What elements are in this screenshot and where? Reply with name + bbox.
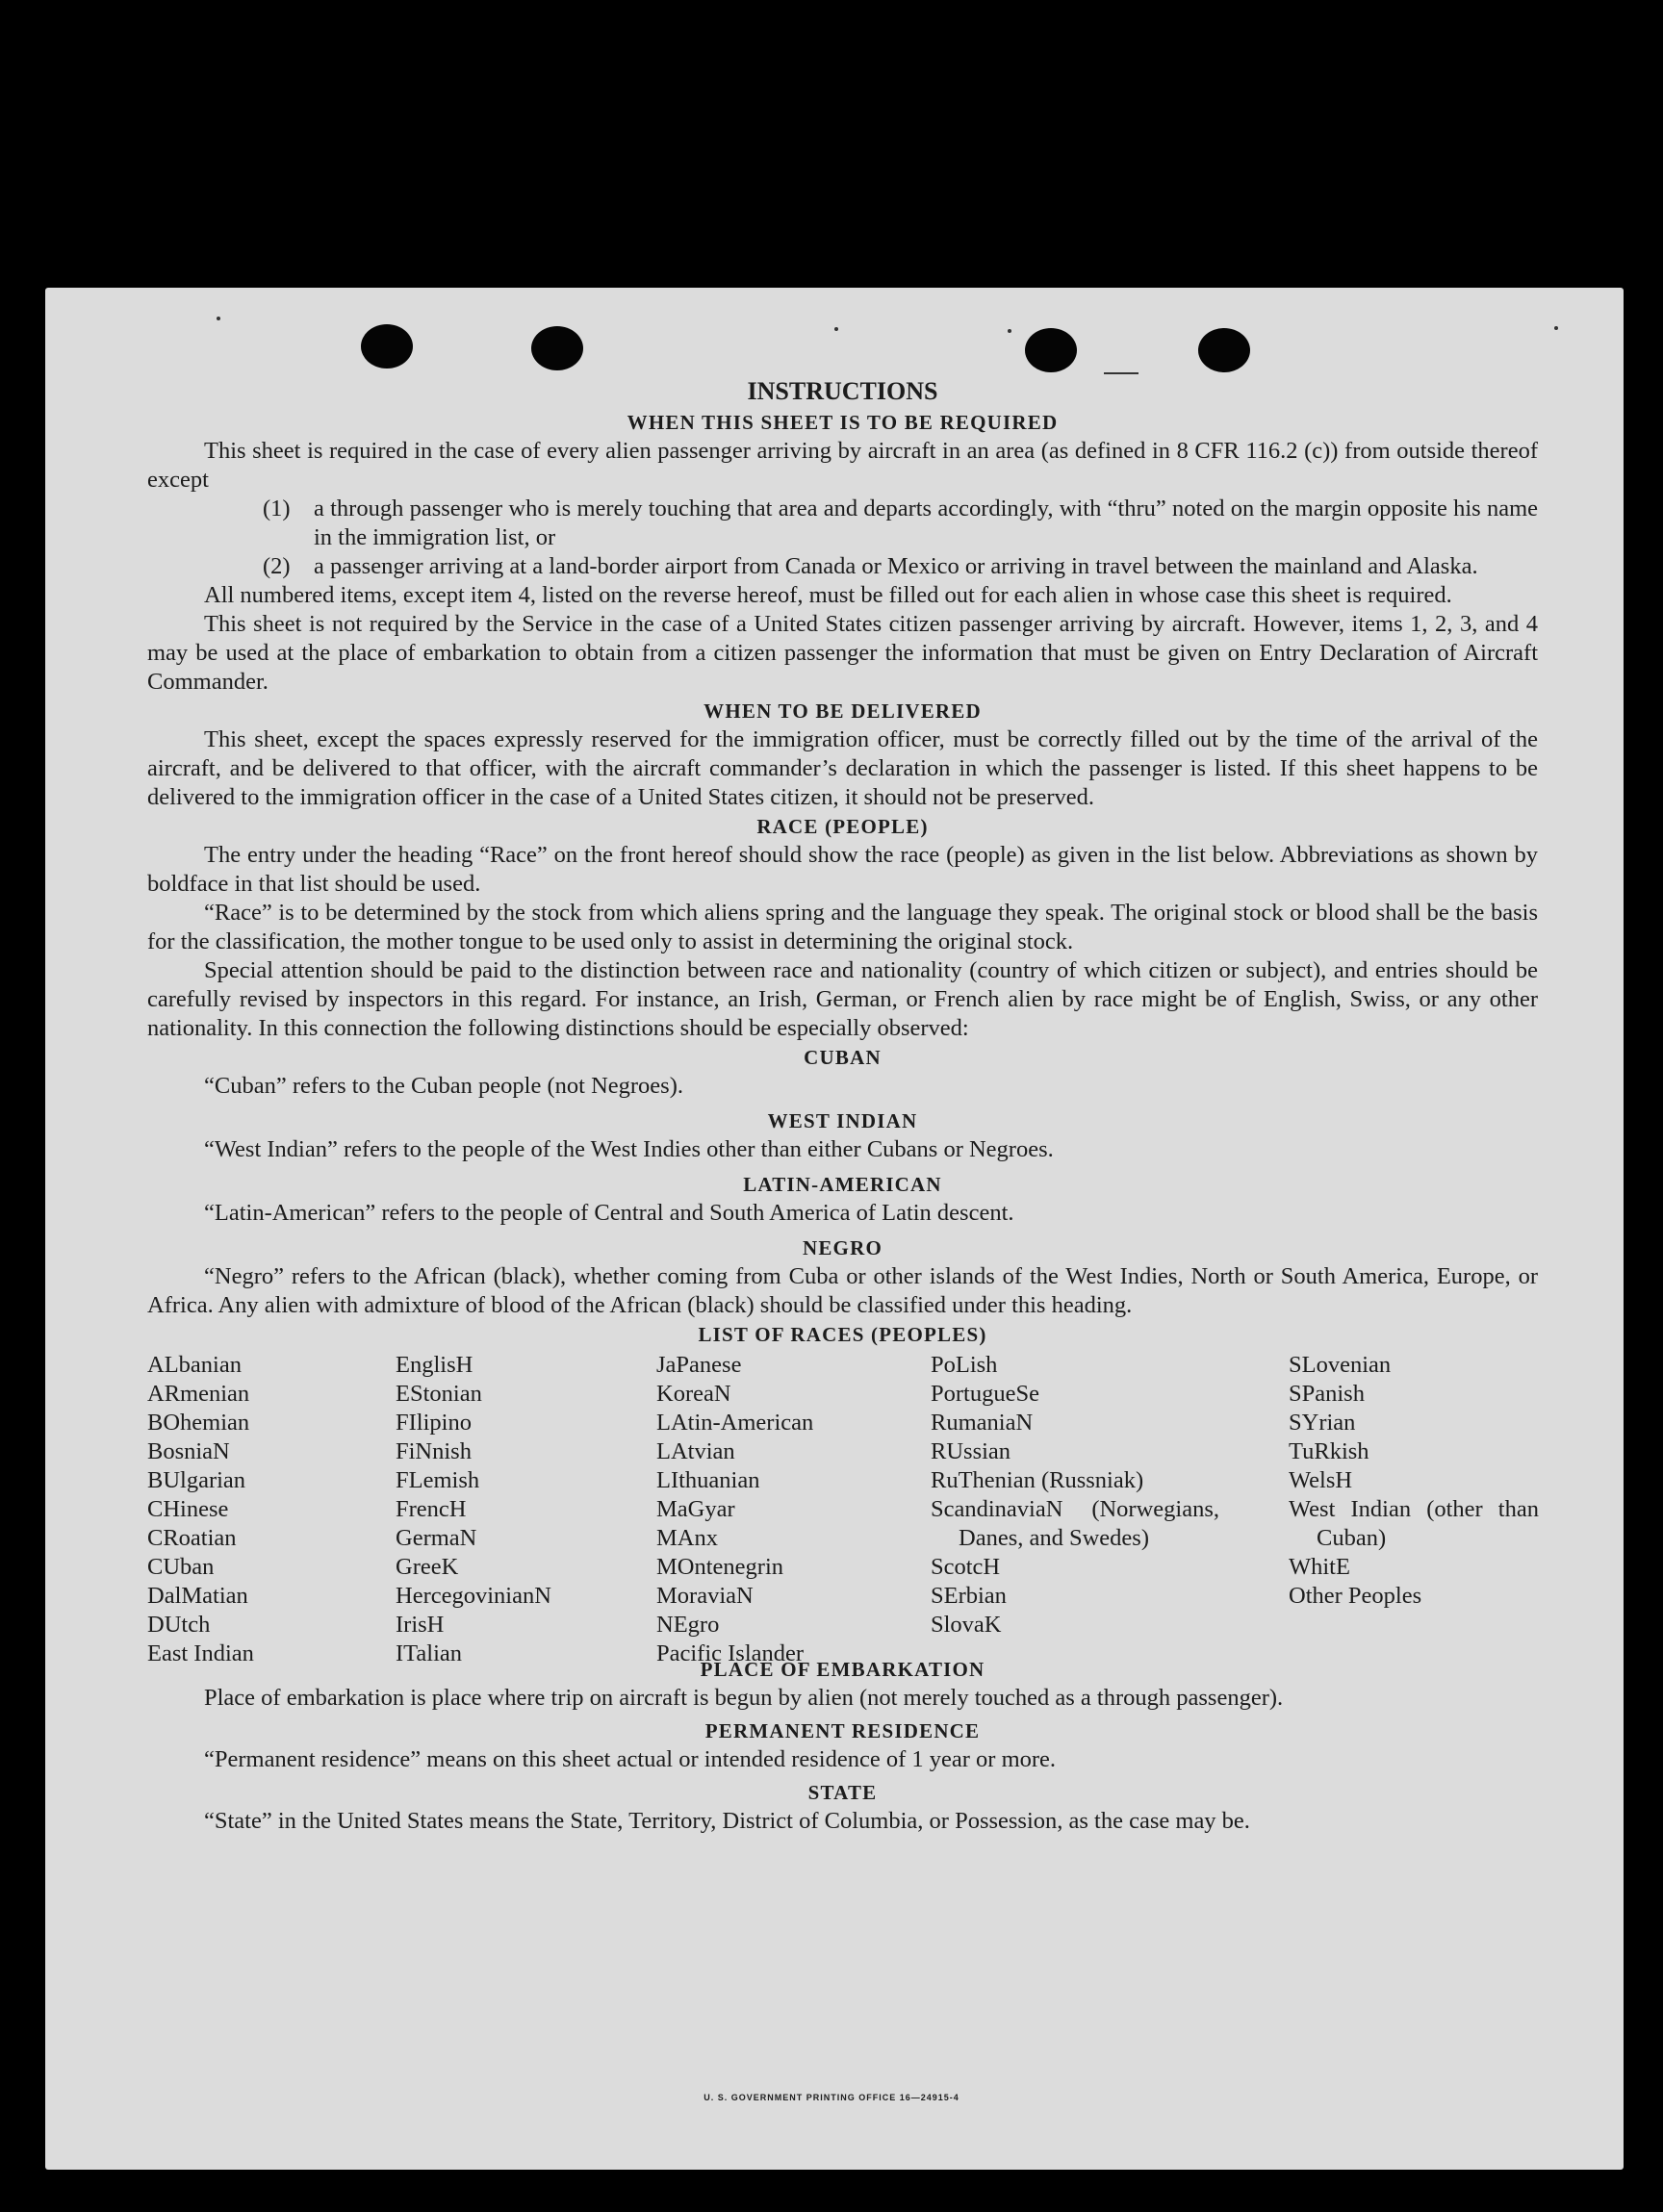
race-entry: MoraviaN [656, 1583, 754, 1609]
race-column [147, 1351, 254, 1668]
race-entry: ITalian [396, 1640, 463, 1666]
numbered-item [147, 495, 1538, 552]
race-entry: ALbanian [147, 1352, 242, 1378]
race-entry: SlovaK [931, 1612, 1002, 1638]
race-entry: BOhemian [147, 1410, 250, 1436]
race-entry: NEgro [656, 1612, 720, 1638]
race-entry: East Indian [147, 1640, 254, 1666]
race-entry: LAtvian [656, 1438, 735, 1464]
item-text: a through passenger who is merely touching that area and departs accordingly, with “thru” noted on the margin opposite his name in the immigration list, or [314, 496, 1538, 550]
race-entry: MAnx [656, 1525, 718, 1551]
race-entry: SLovenian [1289, 1352, 1392, 1378]
race-entry: MOntenegrin [656, 1554, 783, 1580]
paragraph: This sheet is not required by the Service in the case of a United States citizen passenger arriving by aircraft. However, items 1, 2, 3, and 4 may be used at the place of embarkation to obtain from a citizen passenger the information that must be given on Entry Declaration of Aircraft Commander. [147, 611, 1538, 695]
instructions-content [147, 375, 1538, 1836]
paragraph: The entry under the heading “Race” on the front hereof should show the race (people) as given in the list below. Abbreviations as shown by boldface in that list should be used. [147, 842, 1538, 897]
race-entry: FLemish [396, 1467, 480, 1493]
race-entry: DalMatian [147, 1583, 248, 1609]
race-entry: SErbian [931, 1583, 1007, 1609]
section-heading: PERMANENT RESIDENCE [704, 1719, 981, 1742]
item-number: (1) [263, 496, 291, 521]
section-heading: STATE [807, 1781, 878, 1804]
paragraph: “State” in the United States means the State, Territory, District of Columbia, or Possession, as the case may be. [204, 1808, 1250, 1834]
section-heading: WHEN THIS SHEET IS TO BE REQUIRED [627, 411, 1059, 434]
paragraph: “Cuban” refers to the Cuban people (not Negroes). [204, 1073, 683, 1099]
page-title: INSTRUCTIONS [747, 377, 938, 405]
race-entry: EnglisH [396, 1352, 473, 1378]
speck [1104, 372, 1139, 374]
speck [1554, 326, 1558, 330]
race-entry: MaGyar [656, 1496, 735, 1522]
speck [217, 317, 220, 320]
paragraph: All numbered items, except item 4, listed on the reverse hereof, must be filled out for each alien in whose case this sheet is required. [204, 582, 1452, 608]
race-entry: TuRkish [1289, 1438, 1369, 1464]
race-entry: ScotcH [931, 1554, 1001, 1580]
race-entry: JaPanese [656, 1352, 742, 1378]
race-column [396, 1351, 551, 1668]
section-heading: WEST INDIAN [767, 1109, 918, 1132]
race-entry: LAtin-American [656, 1410, 814, 1436]
race-entry: Other Peoples [1289, 1583, 1422, 1609]
paragraph: “West Indian” refers to the people of the West Indies other than either Cubans or Negroes. [204, 1136, 1054, 1162]
speck [1008, 329, 1011, 333]
race-column [656, 1351, 813, 1668]
race-entry: CRoatian [147, 1525, 237, 1551]
section-heading: LATIN-AMERICAN [743, 1173, 942, 1196]
race-entry: GreeK [396, 1554, 459, 1580]
paragraph: “Latin-American” refers to the people of Central and South America of Latin descent. [204, 1200, 1014, 1226]
race-column [1289, 1351, 1539, 1611]
race-entry: RUssian [931, 1438, 1011, 1464]
race-entry: RumaniaN [931, 1410, 1034, 1436]
numbered-item [147, 552, 1538, 581]
item-number: (2) [263, 553, 291, 579]
paragraph: “Permanent residence” means on this sheet actual or intended residence of 1 year or more. [204, 1746, 1057, 1772]
race-entry: KoreaN [656, 1381, 731, 1407]
item-text: a passenger arriving at a land-border airport from Canada or Mexico or arriving in travel between the mainland and Alaska. [314, 553, 1478, 579]
race-entry: SPanish [1289, 1381, 1365, 1407]
race-entry: BosniaN [147, 1438, 230, 1464]
race-entry: FiNnish [396, 1438, 472, 1464]
race-list [147, 1351, 1539, 1666]
printer-imprint: U. S. GOVERNMENT PRINTING OFFICE 16—24915-4 [704, 2093, 959, 2102]
race-entry: CUban [147, 1554, 215, 1580]
punch-hole [531, 326, 583, 370]
section-heading: RACE (PEOPLE) [756, 815, 929, 838]
section-heading: NEGRO [802, 1236, 883, 1259]
race-entry: WhitE [1289, 1554, 1350, 1580]
section-heading: CUBAN [804, 1046, 882, 1069]
paragraph: “Race” is to be determined by the stock from which aliens spring and the language they speak. The original stock or blood shall be the basis for the classification, the mother tongue to be used only to assist in determining the original stock. [147, 900, 1538, 954]
race-entry: LIthuanian [656, 1467, 760, 1493]
punch-hole [1198, 328, 1250, 372]
paragraph: Special attention should be paid to the distinction between race and nationality (country of which citizen or subject), and entries should be carefully revised by inspectors in this regard. For instance, an Irish, German, or French alien by race might be of English, Swiss, or any other nationality. In this connection the following distinctions should be especially observed: [147, 957, 1538, 1041]
race-entry: EStonian [396, 1381, 482, 1407]
speck [834, 327, 838, 331]
race-entry: HercegovinianN [396, 1583, 551, 1609]
punch-hole [361, 324, 413, 369]
race-entry: CHinese [147, 1496, 229, 1522]
race-entry: ARmenian [147, 1381, 250, 1407]
race-entry: FIlipino [396, 1410, 472, 1436]
race-entry: Pacific Islander [656, 1640, 805, 1666]
race-entry: PortugueSe [931, 1381, 1039, 1407]
punch-hole [1025, 328, 1077, 372]
race-entry: West Indian (other than Cuban) [1289, 1496, 1539, 1551]
paragraph: Place of embarkation is place where trip on aircraft is begun by alien (not merely touched as a through passenger). [204, 1685, 1284, 1711]
race-entry: PoLish [931, 1352, 998, 1378]
paragraph: “Negro” refers to the African (black), whether coming from Cuba or other islands of the West Indies, North or South America, Europe, or Africa. Any alien with admixture of blood of the African (black) should be classified under this heading. [147, 1263, 1538, 1318]
race-entry: FrencH [396, 1496, 467, 1522]
race-entry: ScandinaviaN (Norwegians, Danes, and Swedes) [931, 1496, 1219, 1551]
race-entry: WelsH [1289, 1467, 1353, 1493]
section-heading: PLACE OF EMBARKATION [700, 1658, 985, 1681]
race-entry: DUtch [147, 1612, 211, 1638]
race-entry: RuThenian (Russniak) [931, 1467, 1144, 1493]
paragraph: This sheet is required in the case of every alien passenger arriving by aircraft in an area (as defined in 8 CFR 116.2 (c)) from outside thereof except [147, 438, 1538, 493]
race-entry: BUlgarian [147, 1467, 246, 1493]
section-heading: WHEN TO BE DELIVERED [704, 699, 982, 723]
race-entry: GermaN [396, 1525, 477, 1551]
race-column [931, 1351, 1219, 1640]
race-entry: IrisH [396, 1612, 445, 1638]
race-entry: SYrian [1289, 1410, 1356, 1436]
section-heading: LIST OF RACES (PEOPLES) [698, 1323, 987, 1346]
paragraph: This sheet, except the spaces expressly reserved for the immigration officer, must be correctly filled out by the time of the arrival of the aircraft, and be delivered to that officer, with the aircraft commander’s declaration in which the passenger is listed. If this sheet happens to be delivered to the immigration officer in the case of a United States citizen, it should not be preserved. [147, 726, 1538, 810]
